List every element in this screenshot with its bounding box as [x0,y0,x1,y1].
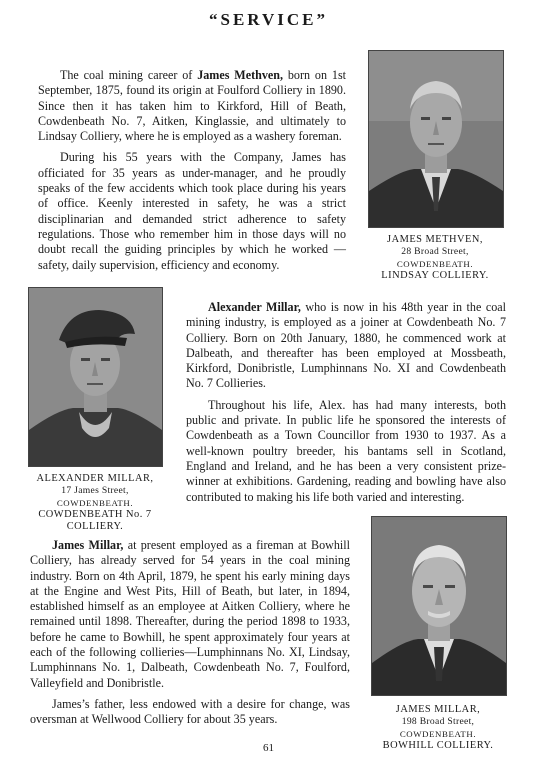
methven-caption-colliery: LINDSAY COLLIERY. [381,270,489,281]
methven-caption [358,234,512,282]
alexander-millar-paragraph-2: Throughout his life, Alex. has had many interests, both public and private. In public life he sponsored the interests of Cowdenbeath as a Town Councillor from 1930 to 1937. As a well-known poultry breeder, his bantams sell in Scotland, England and Ireland, and he has been a very consistent prize-winner at exhibitions. Gardening, reading and bowling have also contributed to making his life both varied and interesting. [186,397,506,504]
methven-caption-address: 28 Broad Street, [401,246,469,257]
methven-paragraph-1 [38,68,346,144]
methven-portrait-image [369,51,503,227]
methven-text-1: born on 1st September, 1875, found its origin at Foulford Colliery in 1890. Since then it has taken him to Kirkford, Hill of Beath, Cowdenbeath No. 7, Aitken, Kinglassie, and ultimately to Lindsay Colliery, where he is employed as a washery foreman. [38,68,347,144]
alexander-millar-portrait-image [29,288,162,466]
alexander-millar-text-1: who is now in his 48th year in the coal mining industry, is employed as a joiner at Cowdenbeath No. 7 Colliery. Born on 20th January, 1880, he commenced work at Dalbeath, and thereafter has been employed at Mossbeath, Kirkford, Donibristle, Lumphinnans No. XI and Cowdenbeath No. 7 Collieries. [186,300,506,391]
alexander-millar-caption-colliery: COWDENBEATH No. 7 COLLIERY. [38,509,152,532]
james-millar-text-1: at present employed as a fireman at Bowhill Colliery, has already served for 54 years in the coal mining industry. Born on 4th April, 1879, he spent his early mining days at the Engine and West Pits, Hill of Beath, but later, in 1894, established himself as an employee at Aitken Colliery, where he remained until 1898. Thereafter, during the period 1898 to 1933, before he came to Bowhill, he spent approximately four years at each of the following collieries—Lumphinnans No. XI, Lindsay, Lumphinnans No. 1, Dalbeath, Cowdenbeath No. 7, Foulford, Valleyfield and Donibristle. [30,538,351,690]
james-millar-paragraph-1 [30,538,350,691]
methven-intro: The coal mining career of [60,68,198,82]
alexander-millar-photo [28,287,163,467]
alexander-millar-article [186,300,506,511]
methven-name: James Methven, [197,68,284,82]
james-millar-caption-town: COWDENBEATH. [399,729,477,739]
james-millar-caption-name: JAMES MILLAR, [395,704,481,715]
methven-article [38,68,346,279]
alexander-millar-caption-name: ALEXANDER MILLAR, [36,473,154,484]
alexander-millar-paragraph-1 [186,300,506,392]
james-millar-photo [371,516,507,696]
james-millar-portrait-image [372,517,506,695]
methven-photo [368,50,504,228]
james-millar-paragraph-2: James’s father, less endowed with a desire for change, was oversman at Wellwood Colliery for about 35 years. [30,696,350,727]
james-millar-article [30,538,350,734]
methven-paragraph-2: During his 55 years with the Company, James has officiated for 35 years as under-manager, and he proudly speaks of the few accidents which took place during his years of office. Keenly interested in safety, he was a strict disciplinarian and demanded strict adherence to safety regulations. Those who remember him in those days will no doubt recall the guiding principles by which he worked —safety, daily supervision, efficiency and economy. [38,150,346,272]
page-title: “SERVICE” [209,10,328,29]
alexander-millar-caption [20,473,170,533]
alexander-millar-name: Alexander Millar, [208,300,301,314]
james-millar-caption-address: 198 Broad Street, [401,716,475,727]
james-millar-name: James Millar, [52,538,124,552]
methven-caption-name: JAMES METHVEN, [387,234,483,245]
james-millar-caption-colliery: BOWHILL COLLIERY. [382,740,494,751]
alexander-millar-caption-town: COWDENBEATH. [56,498,134,508]
methven-caption-town: COWDENBEATH. [396,259,474,269]
page-number: 61 [263,742,274,754]
alexander-millar-caption-address: 17 James Street, [61,485,129,496]
